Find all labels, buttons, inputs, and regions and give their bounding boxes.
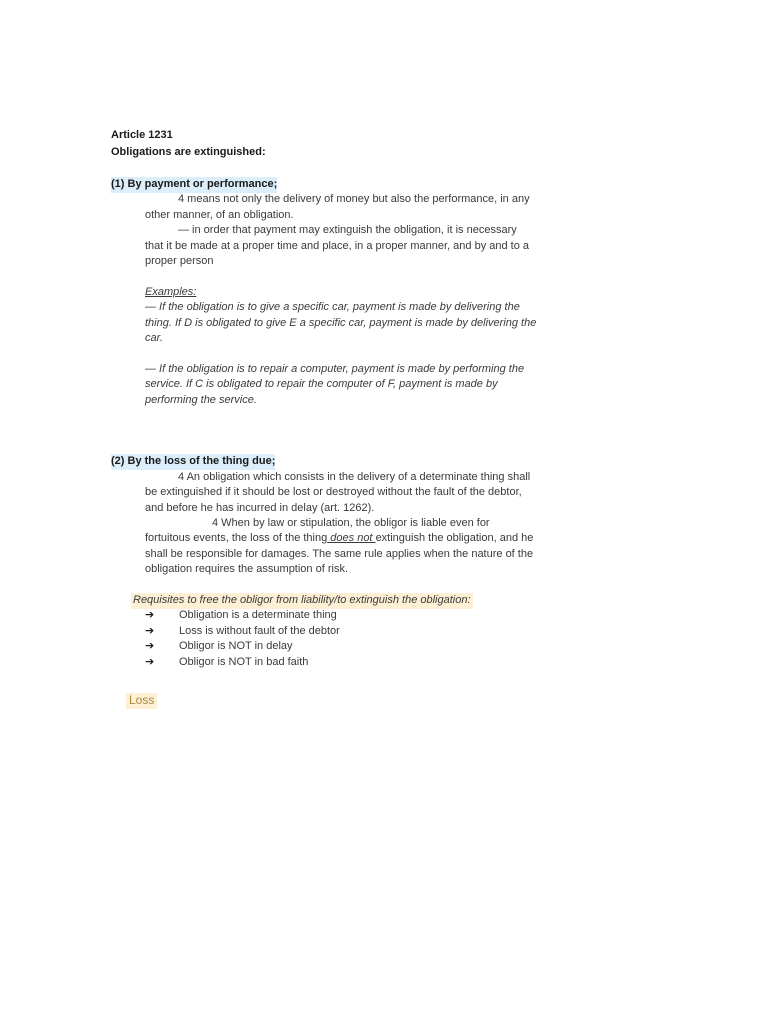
section2-p2-line4: obligation requires the assumption of risk. bbox=[145, 563, 348, 575]
example2-line1: — If the obligation is to repair a computer, payment is made by performing the bbox=[145, 363, 525, 375]
example1-line3: car. bbox=[145, 332, 163, 344]
section2-p1-line1: 4 An obligation which consists in the delivery of a determinate thing shall bbox=[178, 471, 531, 483]
list-item-text: Obligor is NOT in delay bbox=[179, 640, 293, 652]
arrow-bullet-icon: ➔ bbox=[145, 655, 155, 668]
requisites-label: Requisites to free the obligor from liability/to extinguish the obligation: bbox=[131, 593, 473, 609]
section2-p2-line2-pre: fortuitous events, the loss of the thing bbox=[145, 532, 328, 544]
list-item-text: Obligation is a determinate thing bbox=[179, 609, 337, 621]
requisites-list bbox=[145, 608, 340, 670]
article-subtitle: Obligations are extinguished: bbox=[111, 146, 266, 158]
example1-line1: — If the obligation is to give a specific car, payment is made by delivering the bbox=[145, 301, 520, 313]
list-item bbox=[145, 655, 340, 671]
does-not-emphasis: does not bbox=[327, 532, 376, 544]
list-item bbox=[145, 608, 340, 624]
section2-p1-line3: and before he has incurred in delay (art. 1262). bbox=[145, 502, 375, 514]
arrow-bullet-icon: ➔ bbox=[145, 640, 155, 652]
list-item bbox=[145, 639, 340, 655]
section1-p2-line3: proper person bbox=[145, 255, 214, 267]
section2-p2-line2-post: extinguish the obligation, and he bbox=[375, 532, 534, 544]
list-item-text: Obligor is NOT in bad faith bbox=[179, 655, 309, 668]
section2-p2-line1: 4 When by law or stipulation, the obligor is liable even for bbox=[212, 517, 490, 529]
section1-p1-line2: other manner, of an obligation. bbox=[145, 209, 294, 221]
section2-p1-line2: be extinguished if it should be lost or destroyed without the fault of the debtor, bbox=[145, 486, 522, 498]
section2-p2-line2 bbox=[145, 531, 533, 547]
examples-label: Examples: bbox=[145, 286, 197, 298]
example1-line2: thing. If D is obligated to give E a specific car, payment is made by delivering the bbox=[145, 317, 537, 329]
arrow-bullet-icon: ➔ bbox=[145, 609, 155, 621]
section1-p1-line1: 4 means not only the delivery of money but also the performance, in any bbox=[178, 193, 530, 205]
example2-line2: service. If C is obligated to repair the computer of F, payment is made by bbox=[145, 378, 498, 390]
list-item bbox=[145, 624, 340, 640]
section1-heading: (1) By payment or performance; bbox=[111, 177, 277, 193]
example2-line3: performing the service. bbox=[145, 394, 257, 406]
article-title: Article 1231 bbox=[111, 129, 173, 141]
section2-heading: (2) By the loss of the thing due; bbox=[111, 454, 275, 470]
section1-p2-line1: — in order that payment may extinguish the obligation, it is necessary bbox=[178, 224, 517, 236]
section2-p2-line3: shall be responsible for damages. The same rule applies when the nature of the bbox=[145, 548, 534, 560]
list-item-text: Loss is without fault of the debtor bbox=[179, 624, 340, 637]
arrow-bullet-icon: ➔ bbox=[145, 624, 155, 637]
loss-label: Loss bbox=[126, 693, 157, 709]
section1-p2-line2: that it be made at a proper time and place, in a proper manner, and by and to a bbox=[145, 240, 530, 252]
